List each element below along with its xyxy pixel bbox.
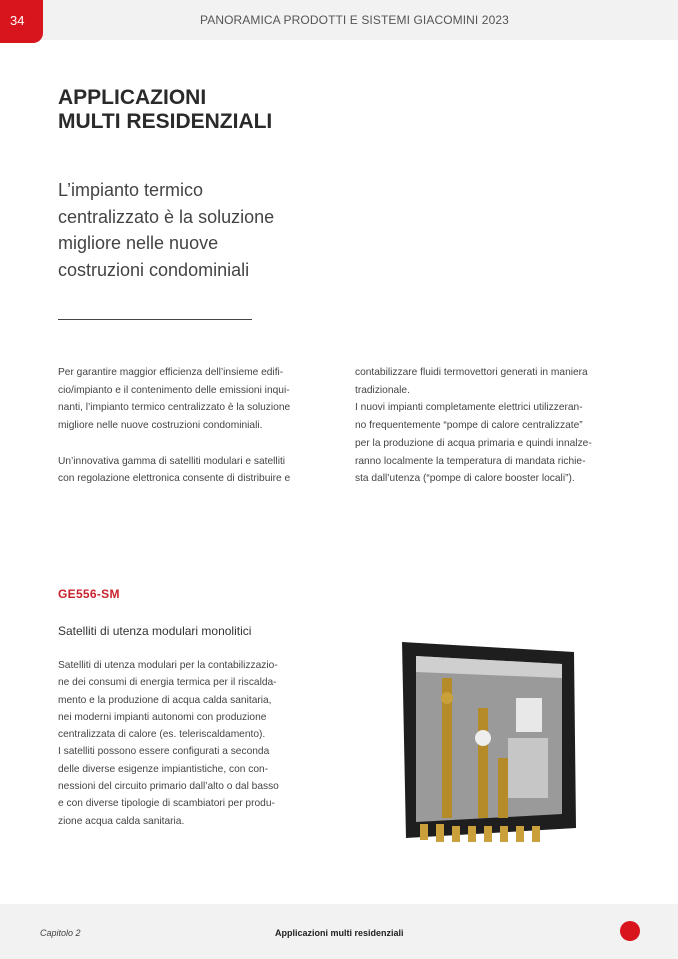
text-line: delle diverse esigenze impiantistiche, con con- <box>58 763 269 775</box>
product-code: GE556-SM <box>58 587 120 601</box>
intro-left-column <box>58 364 290 488</box>
text-line: centralizzata di calore (es. teleriscaldamento). <box>58 729 266 741</box>
page-footer <box>0 904 678 959</box>
text-line: mento e la produzione di acqua calda sanitaria, <box>58 694 272 706</box>
text-line: Per garantire maggior efficienza dell’insieme edifi- <box>58 367 284 378</box>
text-line: Satelliti di utenza modulari per la contabilizzazio- <box>58 660 278 671</box>
brand-logo-icon <box>620 921 640 941</box>
product-image <box>398 638 580 850</box>
text-line: I nuovi impianti completamente elettrici utilizzeran- <box>355 402 583 414</box>
footer-section: Applicazioni multi residenziali <box>275 928 404 938</box>
title-line: APPLICAZIONI <box>58 86 207 109</box>
spacer <box>58 435 290 453</box>
text-line: sta dall’utenza (“pompe di calore booster locali”). <box>355 473 575 485</box>
text-line: zione acqua calda sanitaria. <box>58 815 185 827</box>
lead-line: migliore nelle nuove <box>58 233 219 253</box>
text-line: no frequentemente “pompe di calore centralizzate” <box>355 420 583 432</box>
lead-line: costruzioni condominiali <box>58 259 250 280</box>
page-title <box>58 86 272 134</box>
text-line: e con diverse tipologie di scambiatori per produ- <box>58 798 275 810</box>
lead-line: centralizzato è la soluzione <box>58 206 275 227</box>
text-line: nanti, l’impianto termico centralizzato è la soluzione <box>58 402 291 414</box>
page-number: 34 <box>0 0 43 43</box>
lead-text <box>58 177 274 283</box>
product-subtitle: Satelliti di utenza modulari monolitici <box>58 624 252 638</box>
text-line: migliore nelle nuove costruzioni condominiali. <box>58 420 263 432</box>
divider <box>58 319 252 320</box>
text-line: nei moderni impianti autonomi con produzione <box>58 711 267 723</box>
text-line: ranno localmente la temperatura di mandata richie- <box>355 455 586 467</box>
text-line: I satelliti possono essere configurati a seconda <box>58 746 270 758</box>
title-line: MULTI RESIDENZIALI <box>58 110 273 133</box>
text-line: cio/impianto e il contenimento delle emissioni inqui- <box>58 384 290 396</box>
text-line: Un’innovativa gamma di satelliti modulari e satelliti <box>58 455 286 467</box>
intro-right-column <box>355 364 592 488</box>
text-line: per la produzione di acqua primaria e quindi innalze- <box>355 437 592 449</box>
text-line: con regolazione elettronica consente di distribuire e <box>58 473 291 485</box>
footer-chapter: Capitolo 2 <box>40 928 81 938</box>
text-line: contabilizzare fluidi termovettori generati in maniera <box>355 367 588 378</box>
text-line: ne dei consumi di energia termica per il riscalda- <box>58 677 277 689</box>
product-description <box>58 657 279 830</box>
text-line: tradizionale. <box>355 384 410 396</box>
lead-line: L’impianto termico <box>58 180 204 200</box>
header-title: PANORAMICA PRODOTTI E SISTEMI GIACOMINI 2023 <box>200 13 509 27</box>
text-line: nessioni del circuito primario dall’alto o dal basso <box>58 781 279 793</box>
page-header <box>0 0 678 40</box>
